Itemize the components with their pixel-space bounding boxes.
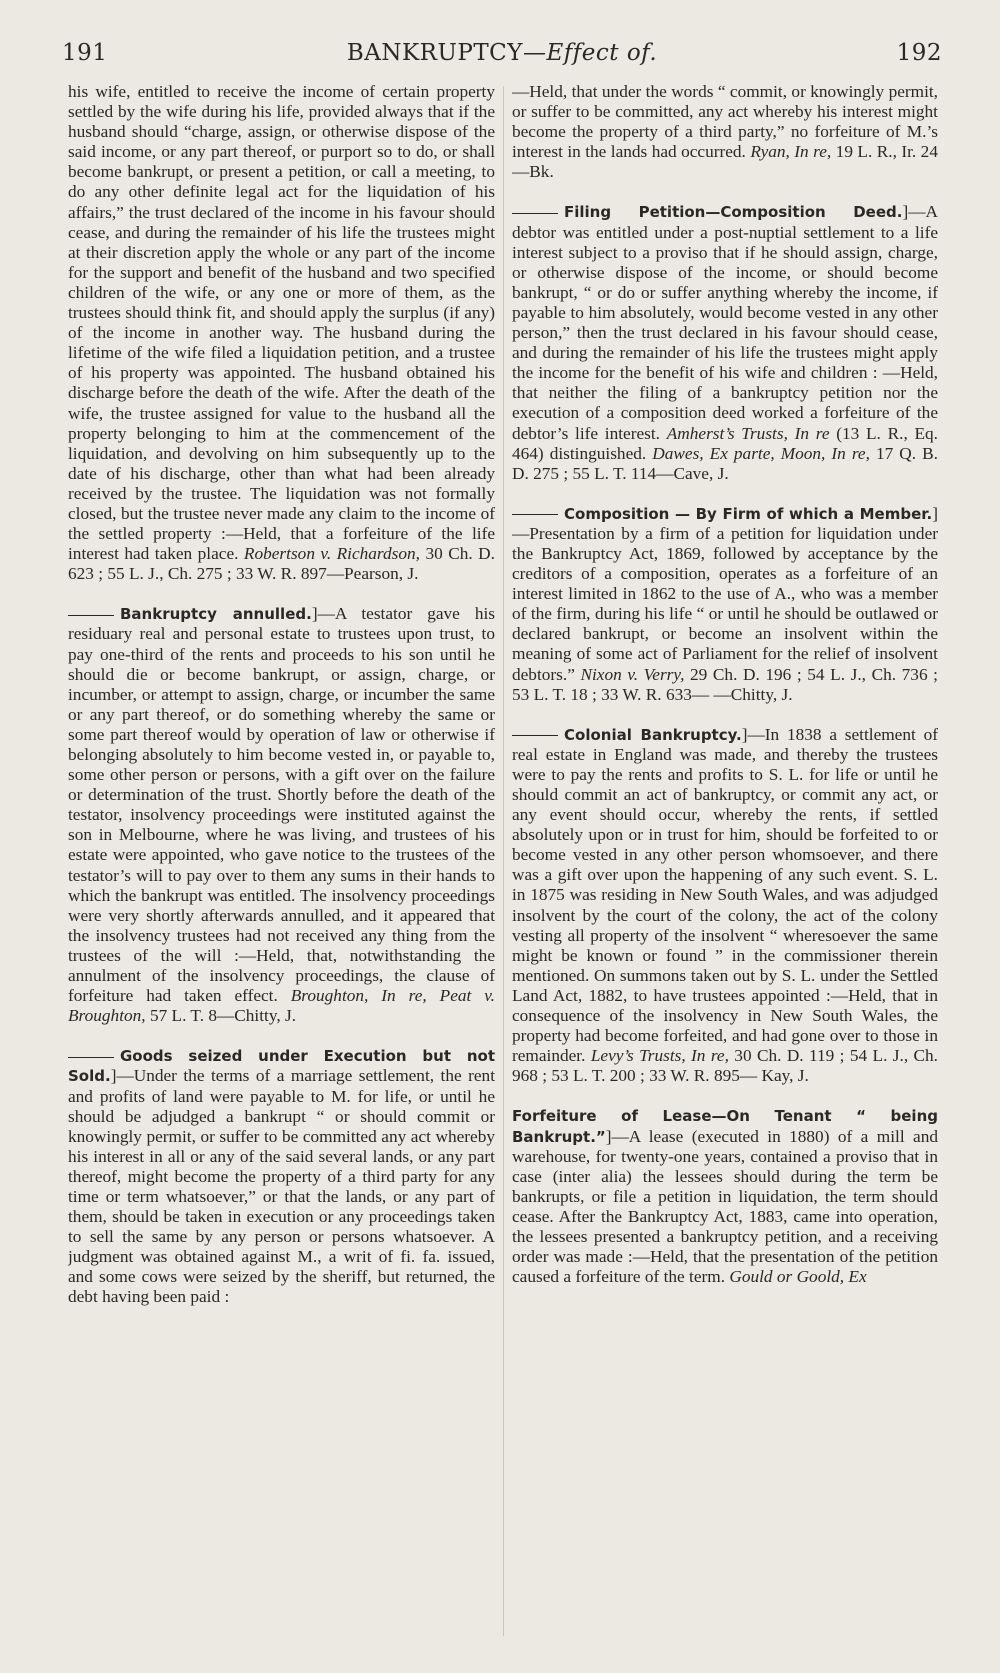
citation: 57 L. T. 8—Chitty, J. xyxy=(149,1006,297,1026)
title-main: BANKRUPTCY— xyxy=(346,40,547,66)
case-name: Levy’s Trusts, In re, xyxy=(590,1046,729,1066)
column-divider xyxy=(503,86,504,1636)
dash-rule xyxy=(68,615,114,616)
entry-heading: Forfeiture of Lease—On Tenant “ being Bankrupt.” xyxy=(512,1107,938,1146)
entry-heading: Goods seized under Execution but not Sold. xyxy=(68,1047,495,1086)
entry-composition-firm xyxy=(512,504,938,705)
entry-filing-petition xyxy=(512,202,938,483)
dash-rule xyxy=(512,514,558,515)
title-italic: Effect of. xyxy=(546,40,658,66)
left-column xyxy=(68,82,495,1642)
running-title xyxy=(62,40,942,66)
entry-colonial-bankruptcy xyxy=(512,725,938,1087)
entry-heading: Composition — By Firm of which a Member. xyxy=(564,504,933,523)
page-number-left: 191 xyxy=(62,40,108,66)
case-name: Ryan, In re, xyxy=(750,142,832,162)
dash-rule xyxy=(68,1057,114,1058)
citation: 30 Ch. D. 623 ; 55 L. J., Ch. 275 ; 33 W. R. 897—Pearson, J. xyxy=(68,544,495,584)
entry-text: ]—A debtor was entitled under a post-nuptial settlement to a life interest subject to a proviso that if he should assign, charge, or otherwise dispose of the income, or should become bankrupt, “ or do or suffer anything whereby the income, if payable to him absolutely, would become vested in any other person,” then the trust declared in his favour should cease, and during the remainder of his life the trustees might apply the income for the benefit of his wife and children : —Held, that neither the filing of a bankruptcy petition nor the execution of a composition deed worked a forfeiture of the debtor’s life interest. xyxy=(512,202,938,443)
entry-bankruptcy-annulled xyxy=(68,604,495,1026)
entry-text: his wife, entitled to receive the income of certain property settled by the wife during his life, provided always that if the husband should “charge, assign, or otherwise dispose of the said income, or any part thereof, or purport so to do, or shall become bankrupt, or present a petition, or call a meeting, to do any other definite legal act for the liquidation of his affairs,” the trust declared of the income in his favour should cease, and during the remainder of his life the trustees might at their discretion apply the whole or any part of the income for the support and benefit of the husband and two specified children of the wife, or any one or more of them, as the trustees should think fit, and should apply the surplus (if any) of the income in another way. The husband during the lifetime of the wife filed a liquidation petition, and a trustee of his property was appointed. The husband obtained his discharge before the death of the wife. After the death of the wife, the trustee assigned for value to the husband all the property belonging to him at the commencement of the liquidation, and devolving on him subsequently up to the date of his discharge, other than what had been already received by the trustee. The liquidation was not formally closed, but the trustee never made any claim to the income of the settled property :—Held, that a forfeiture of the life interest had taken place. xyxy=(68,82,495,564)
right-column xyxy=(512,82,938,1642)
entry-heading: Filing Petition—Composition Deed. xyxy=(564,203,903,222)
citation: 17 Q. B. D. 275 ; 55 L. T. 114—Cave, J. xyxy=(512,443,938,483)
entry-continued xyxy=(68,82,495,584)
entry-continued-right xyxy=(512,82,938,182)
citation: 30 Ch. D. 119 ; 54 L. J., Ch. 968 ; 53 L. T. 200 ; 33 W. R. 895— Kay, J. xyxy=(512,1046,938,1086)
citation: 29 Ch. D. 196 ; 54 L. J., Ch. 736 ; 53 L. T. 18 ; 33 W. R. 633— —Chitty, J. xyxy=(512,664,938,704)
case-name: Nixon v. Verry, xyxy=(580,664,685,684)
dash-rule xyxy=(512,735,558,736)
case-name: Amherst’s Trusts, In re xyxy=(666,423,830,443)
entry-goods-seized xyxy=(68,1046,495,1307)
citation: (13 L. R., Eq. 464) distinguished. xyxy=(512,423,938,463)
case-name: Dawes, Ex parte, Moon, In re, xyxy=(652,443,870,463)
page-number-right: 192 xyxy=(896,40,942,66)
entry-heading: Colonial Bankruptcy. xyxy=(564,725,742,744)
case-name: Broughton, In re, Peat v. Broughton, xyxy=(68,986,495,1026)
entry-text: ]—In 1838 a settlement of real estate in England was made, and thereby the trustees were to pay the rents and profits to S. L. for life or until he should commit an act of bankruptcy, or commit any act, or any event should occur, whereby the rents, if settled absolutely upon or in trust for him, should be forfeited to or become vested in any other person whomsoever, and there was a gift over upon the happening of any such event. S. L. in 1875 was residing in New South Wales, and was adjudged insolvent by the court of the colony, the act of the colony vesting all property of the insolvent “ wheresoever the same might be known or found ” in the commissioner therein mentioned. On summons taken out by S. L. under the Settled Land Act, 1882, to have trustees appointed :—Held, that in consequence of the insolvency in New South Wales, the property had become forfeited, and had gone over to those in remainder. xyxy=(512,724,938,1066)
entry-forfeiture-lease xyxy=(512,1106,938,1287)
case-name: Robertson v. Richardson, xyxy=(243,544,420,564)
entry-heading: Bankruptcy annulled. xyxy=(120,605,312,624)
entry-text: ]—A lease (executed in 1880) of a mill and warehouse, for twenty-one years, contained a proviso that in case (inter alia) the lessees should during the term be bankrupts, or file a petition in liquidation, the term should cease. After the Bankruptcy Act, 1883, came into operation, the lessees presented a bankruptcy petition, and a receiving order was made :—Held, that the presentation of the petition caused a forfeiture of the term. xyxy=(512,1126,938,1287)
running-header xyxy=(62,40,942,74)
case-name: Gould or Goold, Ex xyxy=(729,1267,867,1287)
citation: 19 L. R., Ir. 24—Bk. xyxy=(512,142,938,182)
entry-text: ]—A testator gave his residuary real and personal estate to trustees upon trust, to pay one-third of the rents and proceeds to his son until he should die or become bankrupt, or assign, charge, or incumber, or attempt to assign, charge, or incumber the same or any part thereof, or do something whereby the same or some part thereof would by operation of law or otherwise if belonging absolutely to him become vested in, or payable to, some other person or persons, with a gift over on the failure or determination of the trust. Shortly before the death of the testator, insolvency proceedings were instituted against the son in Melbourne, where he was living, and trustees of his estate were appointed, who gave notice to the trustees of the testator’s will to pay over to them any sums in their hands to which the bankrupt was entitled. The insolvency proceedings were very shortly afterwards annulled, and it appeared that the insolvency trustees had not received any thing from the trustees of the will :—Held, that, notwithstanding the annulment of the insolvency proceedings, the clause of forfeiture had taken effect. xyxy=(68,604,495,1006)
entry-text: ]—Under the terms of a marriage settlement, the rent and profits of land were payable to M. for life, or until he should be adjudged a bankrupt “ or should commit or knowingly permit, or suffer to be committed any act whereby his interest in all or any of the said several lands, or any part thereof, might become the property of a third party for any time or term whatsoever,” or that the lands, or any part of them, should be taken in execution or any proceedings taken to sell the same by any person or persons whatsoever. A judgment was obtained against M., a writ of fi. fa. issued, and some cows were seized by the sheriff, but returned, the debt having been paid : xyxy=(68,1066,495,1307)
entry-text: ]—Presentation by a firm of a petition for liquidation under the Bankruptcy Act, 1869, followed by acceptance by the creditors of a composition, operates as a forfeiture of an interest limited in 1862 to the use of A., who was a member of the firm, during his life “ or until he should be outlawed or declared bankrupt, or become an insolvent within the meaning of some act of Parliament for the relief of insolvent debtors.” xyxy=(512,503,938,684)
entry-text: —Held, that under the words “ commit, or knowingly permit, or suffer to be committed, any act whereby his interest might become the property of a third party,” no forfeiture of M.’s interest in the lands had occurred. xyxy=(512,82,938,162)
dash-rule xyxy=(512,213,558,214)
